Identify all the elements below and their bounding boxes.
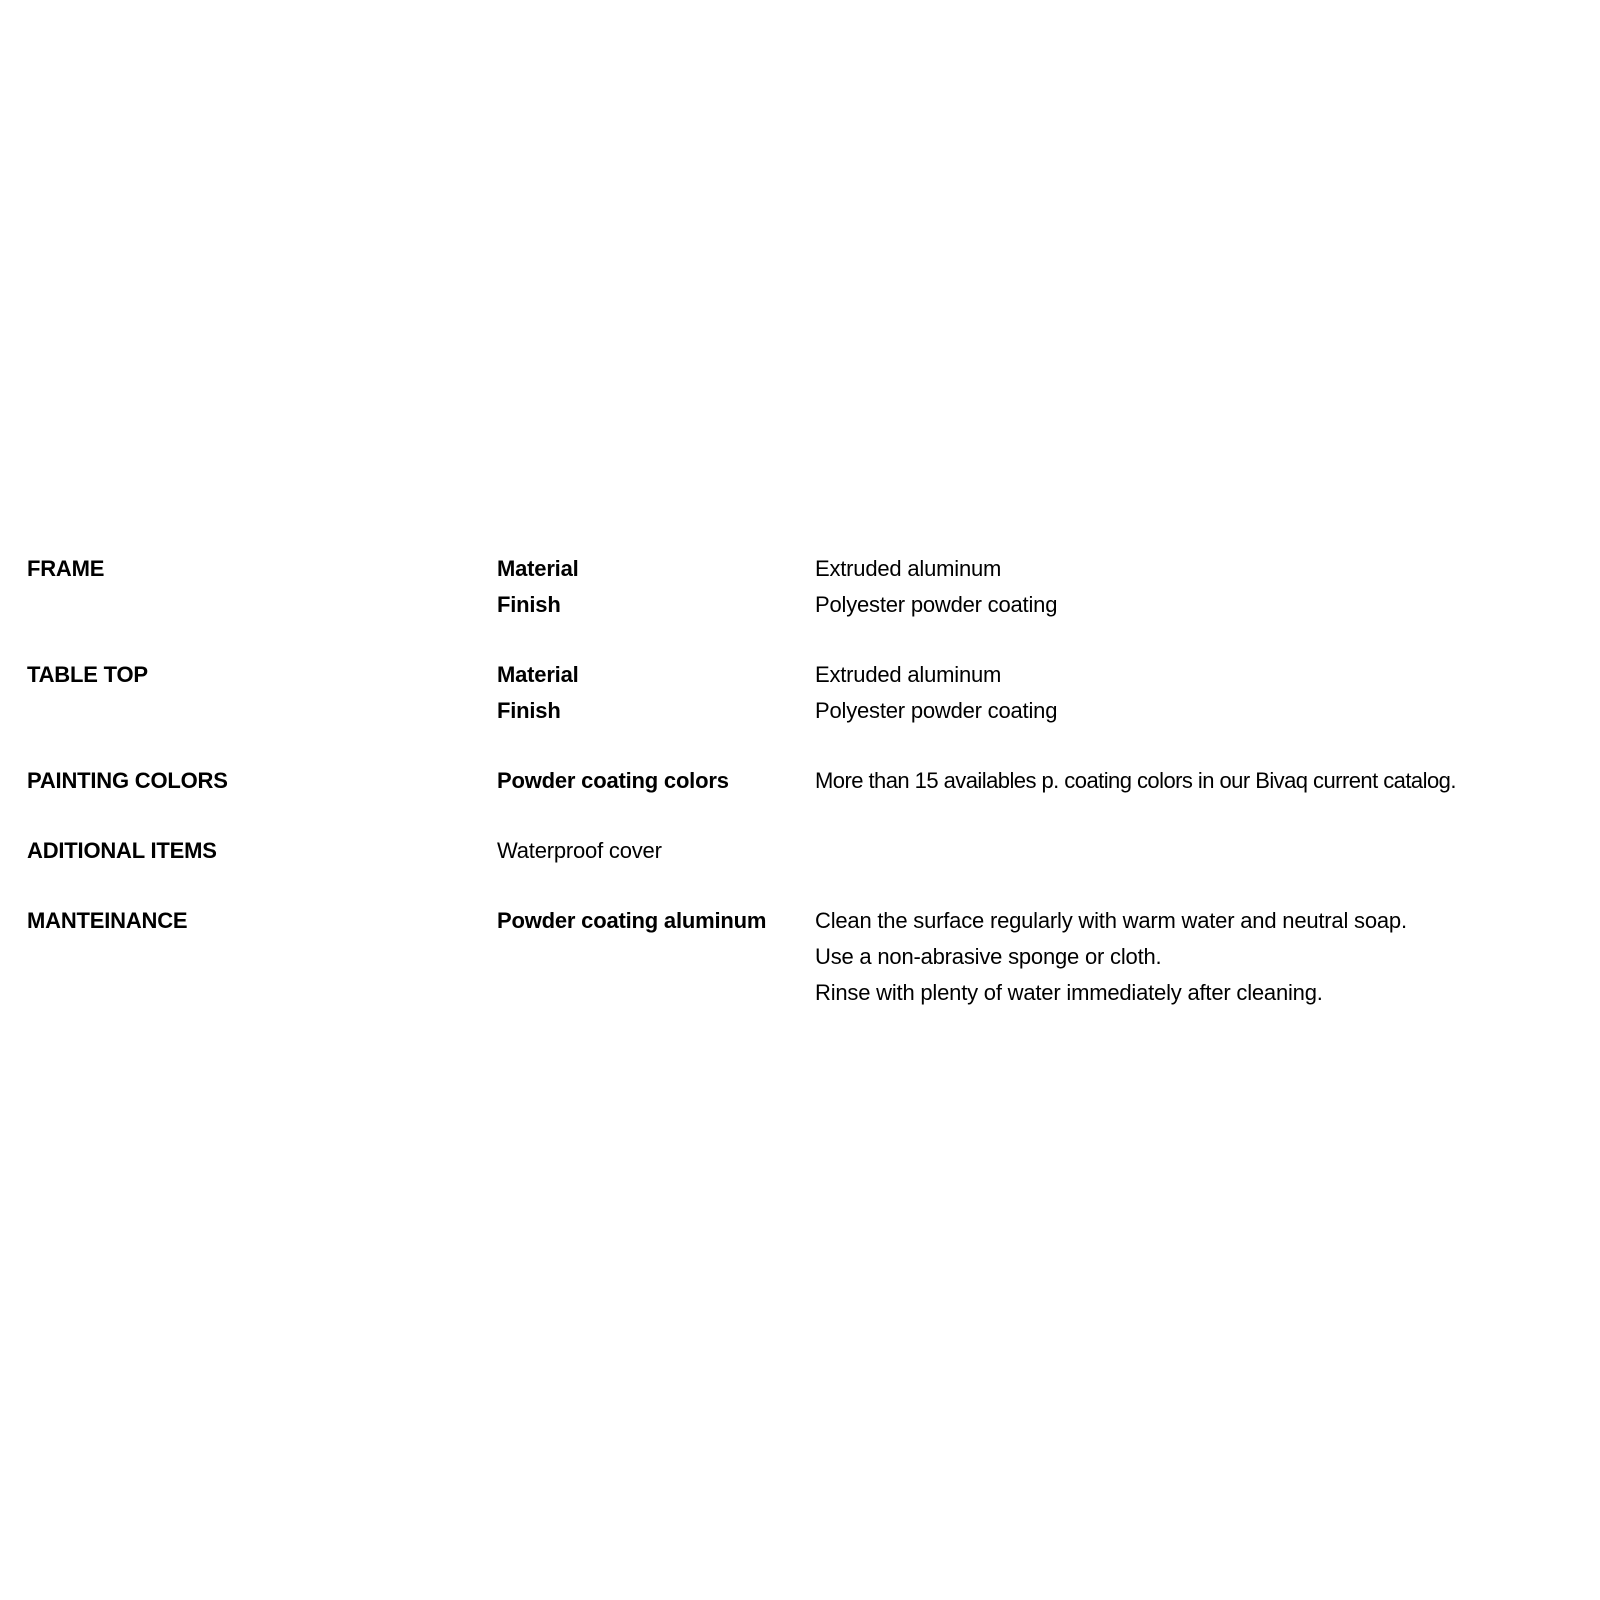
section-title: MANTEINANCE bbox=[27, 908, 188, 933]
attribute-value: Polyester powder coating bbox=[815, 698, 1058, 723]
attribute-label: Finish bbox=[497, 592, 561, 617]
attribute-row bbox=[497, 903, 1600, 939]
attribute-row bbox=[497, 975, 1600, 1011]
attribute-label: Material bbox=[497, 662, 579, 687]
attribute-row bbox=[497, 763, 1600, 799]
attribute-value: Clean the surface regularly with warm water and neutral soap. bbox=[815, 908, 1407, 933]
attribute-value: Extruded aluminum bbox=[815, 556, 1002, 581]
section-title: PAINTING COLORS bbox=[27, 768, 228, 793]
attribute-row bbox=[497, 551, 1600, 587]
attribute-value: Use a non-abrasive sponge or cloth. bbox=[815, 944, 1162, 969]
section-attributes bbox=[497, 763, 1600, 799]
spec-sheet bbox=[27, 551, 1600, 1011]
attribute-row bbox=[497, 657, 1600, 693]
attribute-row bbox=[497, 939, 1600, 975]
section-attributes bbox=[497, 551, 1600, 623]
spec-section-maintenance bbox=[27, 903, 1600, 1011]
attribute-label: Powder coating colors bbox=[497, 768, 729, 793]
attribute-label: Waterproof cover bbox=[497, 838, 662, 863]
attribute-value: More than 15 availables p. coating colors in our Bivaq current catalog. bbox=[815, 768, 1456, 793]
spec-section-additional-items bbox=[27, 833, 1600, 869]
attribute-value: Polyester powder coating bbox=[815, 592, 1058, 617]
section-title: TABLE TOP bbox=[27, 662, 148, 687]
attribute-row bbox=[497, 693, 1600, 729]
section-attributes bbox=[497, 657, 1600, 729]
attribute-value: Rinse with plenty of water immediately after cleaning. bbox=[815, 980, 1323, 1005]
section-title: FRAME bbox=[27, 556, 105, 581]
spec-section-table-top bbox=[27, 657, 1600, 729]
attribute-label: Material bbox=[497, 556, 579, 581]
attribute-label: Finish bbox=[497, 698, 561, 723]
spec-section-painting-colors bbox=[27, 763, 1600, 799]
attribute-label: Powder coating aluminum bbox=[497, 908, 767, 933]
attribute-row bbox=[497, 587, 1600, 623]
section-attributes bbox=[497, 833, 1600, 869]
attribute-value: Extruded aluminum bbox=[815, 662, 1002, 687]
section-title: ADITIONAL ITEMS bbox=[27, 838, 217, 863]
attribute-row bbox=[497, 833, 1600, 869]
section-attributes bbox=[497, 903, 1600, 1011]
spec-section-frame bbox=[27, 551, 1600, 623]
